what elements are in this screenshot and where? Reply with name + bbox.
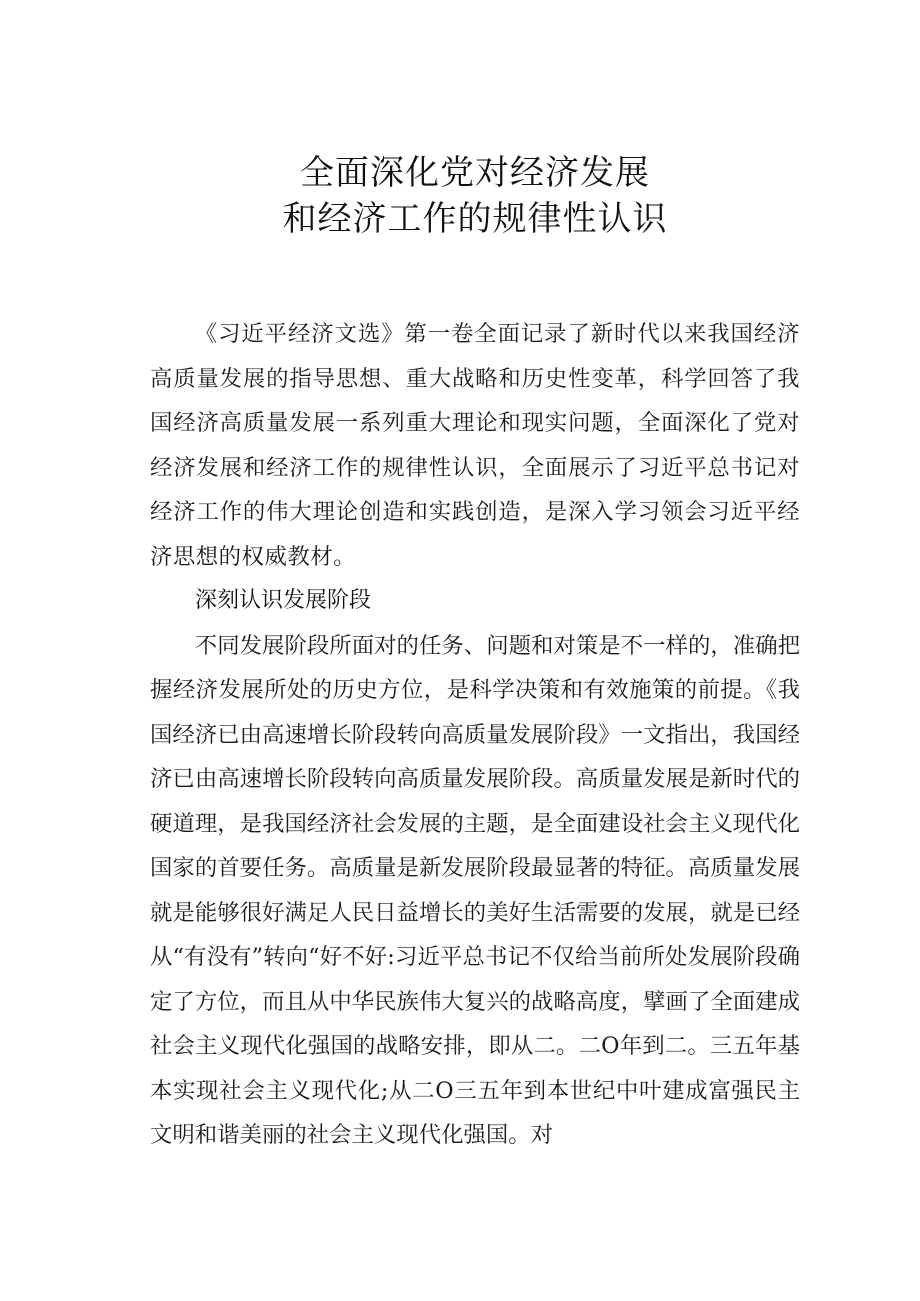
page-title xyxy=(150,150,800,242)
intro-paragraph: 《习近平经济文选》第一卷全面记录了新时代以来我国经济高质量发展的指导思想、重大战略和历史性变革，科学回答了我国经济高质量发展一系列重大理论和现实问题，全面深化了党对经济发展和经济工作的规律性认识，全面展示了习近平总书记对经济工作的伟大理论创造和实践创造，是深入学习领会习近平经济思想的权威教材。 xyxy=(150,321,800,570)
section-heading: 深刻认识发展阶段 xyxy=(195,588,372,613)
title-line-2: 和经济工作的规律性认识 xyxy=(282,199,668,239)
body-paragraph: 不同发展阶段所面对的任务、问题和对策是不一样的，准确把握经济发展所处的历史方位，是科学决策和有效施策的前提。《我国经济已由高速增长阶段转向高质量发展阶段》一文指出，我国经济已由高速增长阶段转向高质量发展阶段。高质量发展是新时代的硬道理，是我国经济社会发展的主题，是全面建设社会主义现代化国家的首要任务。高质量是新发展阶段最显著的特征。高质量发展就是能够很好满足人民日益增长的美好生活需要的发展，就是已经从“有没有”转向“好不好:习近平总书记不仅给当前所处发展阶段确定了方位，而且从中华民族伟大复兴的战略高度，擘画了全面建成社会主义现代化强国的战略安排，即从二。二O年到二。三五年基本实现社会主义现代化;从二O三五年到本世纪中叶建成富强民主文明和谐美丽的社会主义现代化强国。对 xyxy=(150,632,800,1148)
title-line-1: 全面深化党对经济发展 xyxy=(300,153,650,193)
